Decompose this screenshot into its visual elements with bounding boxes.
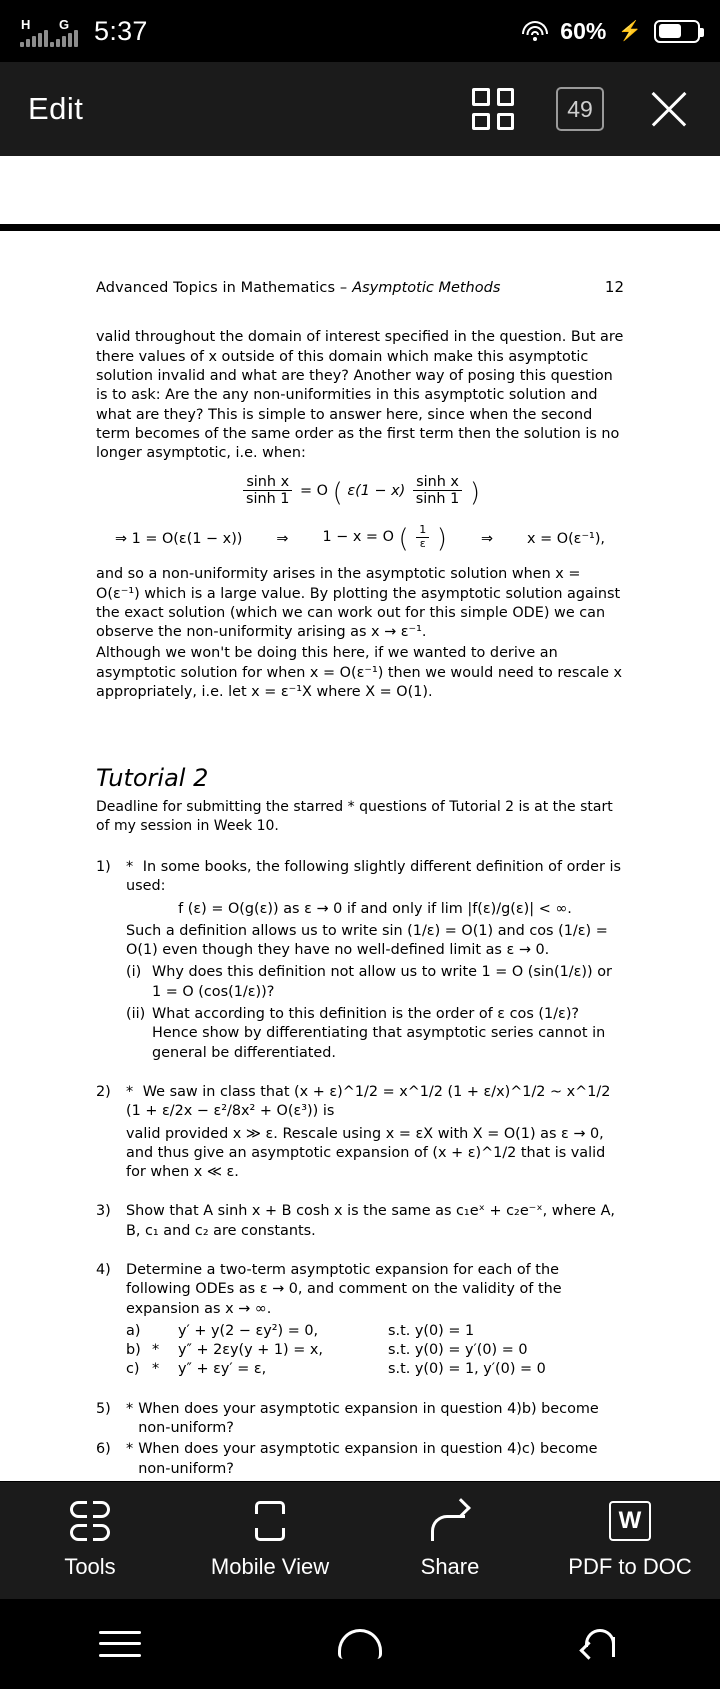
document-header: [96, 277, 624, 298]
ode-row: [126, 1341, 624, 1360]
question-item: [96, 1440, 624, 1479]
ode-star: *: [152, 1361, 160, 1378]
ode-condition: s.t. y(0) = 1: [388, 1322, 475, 1339]
equation-2-part-3: x = O(ε⁻¹),: [527, 531, 606, 548]
toolbar-item-share[interactable]: [360, 1501, 540, 1580]
ode-row: [126, 1322, 624, 1341]
question-6-text: When does your asymptotic expansion in question 4)c) become non-uniform?: [138, 1441, 598, 1477]
system-nav-bar: [0, 1599, 720, 1689]
paragraph-2: and so a non-uniformity arises in the asymptotic solution when x = O(ε⁻¹) which is a large value. By plotting the asymptotic solution against the exact solution (which we can work out for this simple ODE) we can observe the non-uniformity arising as x → ε⁻¹.: [96, 566, 621, 641]
network-type-letter-2: G: [59, 16, 70, 32]
tutorial-heading: Tutorial 2: [96, 764, 209, 793]
home-icon: [338, 1629, 382, 1659]
status-clock: 5:37: [94, 15, 148, 46]
menu-icon: [99, 1631, 141, 1657]
equation-2-part-2-left: 1 − x = O: [322, 529, 394, 546]
equation-1-open-paren: (: [332, 477, 343, 508]
tutorial-deadline: Deadline for submitting the starred * questions of Tutorial 2 is at the start of my session in Week 10.: [96, 799, 613, 835]
equation-2-open-paren: (: [398, 524, 409, 555]
battery-percent-label: 60%: [560, 17, 607, 44]
question-number: 4): [96, 1262, 111, 1278]
question-number: 2): [96, 1083, 111, 1100]
question-2-line-1: We saw in class that (x + ε)^1/2 = x^1/2 (1 + ε/x)^1/2 ~ x^1/2 (1 + ε/2x − ε²/8x² + O(ε³)) is: [126, 1083, 611, 1120]
intro-paragraph: valid throughout the domain of interest specified in the question. But are there values of x outside of this domain which make this asymptotic solution invalid and what are they? Another way of posing this question is to ask: Are the any non-uniformities in this asymptotic solution and what are they? This is simple to answer here, since when the second term becomes of the same order as the first term then the solution is no longer asymptotic, i.e. when:: [96, 329, 624, 462]
back-icon: [581, 1627, 619, 1661]
grid-view-icon[interactable]: [472, 88, 514, 130]
share-icon: [429, 1501, 471, 1541]
ode-equation: y″ + εy′ = ε,: [178, 1361, 267, 1378]
equation-2-arrow-2: ⇒: [480, 531, 494, 548]
toolbar-item-pdf-to-doc[interactable]: [540, 1501, 720, 1580]
question-body: [126, 1202, 624, 1241]
toolbar-label-mobile-view: Mobile View: [210, 1553, 330, 1579]
question-3-text: Show that A sinh x + B cosh x is the same as c₁eˣ + c₂e⁻ˣ, where A, B, c₁ and c₂ are constants.: [126, 1203, 616, 1239]
paragraph-3: Although we won't be doing this here, if we wanted to derive an asymptotic solution for when x = O(ε⁻¹) then we would need to rescale x appropriately, i.e. let x = ε⁻¹X where X = O(1).: [96, 645, 623, 700]
equation-1-lhs-fraction: [243, 474, 292, 508]
question-star: *: [126, 1400, 134, 1417]
nav-back-button[interactable]: [510, 1627, 690, 1661]
status-bar: [0, 0, 720, 62]
document-viewport[interactable]: [0, 156, 720, 1481]
ode-condition: s.t. y(0) = 1, y′(0) = 0: [388, 1361, 546, 1378]
equation-2-close-paren: ): [436, 524, 447, 555]
equation-2-fraction-denominator: ε: [419, 536, 426, 550]
question-item: [96, 1261, 624, 1380]
toolbar-label-share: Share: [420, 1553, 480, 1579]
equation-1-close-paren: ): [469, 477, 480, 508]
edit-button[interactable]: Edit: [28, 91, 84, 126]
question-star: *: [126, 1083, 134, 1100]
question-1-line-2: Such a definition allows us to write sin (1/ε) = O(1) and cos (1/ε) = O(1) even though they have no well-defined limit as ε → 0.: [126, 922, 608, 959]
question-2-line-2: valid provided x ≫ ε. Rescale using x = εX with X = O(1) as ε → 0, and thus give an asymptotic expansion of (x + ε)^1/2 that is valid for when x ≪ ε.: [126, 1125, 606, 1181]
equation-2-part-2: [322, 522, 446, 557]
question-2-line-1-wrap: [126, 1083, 624, 1122]
question-body: [126, 1083, 624, 1182]
question-item: [96, 858, 624, 1063]
equation-1-lhs-denominator: sinh 1: [246, 491, 290, 508]
toolbar-label-pdf-to-doc: PDF to DOC: [568, 1553, 692, 1579]
word-doc-icon: W: [609, 1501, 651, 1541]
question-1-equation: f (ε) = O(g(ε)) as ε → 0 if and only if lim |f(ε)/g(ε)| < ∞.: [178, 900, 572, 917]
question-1-sub-ii: [126, 1005, 624, 1063]
question-1-line-1: In some books, the following slightly different definition of order is used:: [126, 858, 622, 895]
question-list: [96, 858, 624, 1479]
question-1-sub-i-label: (i): [126, 964, 142, 981]
question-1-sub-i: [126, 963, 624, 1002]
question-5-text: When does your asymptotic expansion in question 4)b) become non-uniform?: [138, 1400, 599, 1437]
question-item: [96, 1083, 624, 1182]
ode-equation: y″ + 2εy(y + 1) = x,: [178, 1342, 323, 1359]
equation-2-fraction-numerator: 1: [416, 524, 429, 538]
app-top-bar: [0, 62, 720, 156]
wifi-icon: [522, 21, 548, 41]
nav-recents-button[interactable]: [30, 1631, 210, 1657]
document-page: [0, 231, 720, 1481]
equation-1-rhs-fraction: [413, 474, 462, 508]
ode-row: [126, 1360, 624, 1379]
question-body: [126, 1261, 624, 1380]
mobile-view-icon: [255, 1501, 285, 1541]
toolbar-item-mobile-view[interactable]: [180, 1501, 360, 1580]
question-star: *: [126, 1441, 134, 1458]
equation-1-lhs-numerator: sinh x: [243, 474, 292, 492]
ode-star: *: [152, 1342, 160, 1359]
question-number: 5): [96, 1400, 111, 1417]
equation-2: [96, 522, 624, 557]
signal-icons: [20, 16, 78, 47]
ode-label: b): [126, 1342, 141, 1359]
question-number: 3): [96, 1203, 111, 1220]
status-bar-left: [20, 16, 148, 47]
question-star: *: [126, 858, 134, 875]
question-body: [126, 858, 624, 1063]
question-number: 1): [96, 858, 111, 875]
header-page-number: 12: [604, 278, 624, 296]
close-icon[interactable]: [646, 86, 692, 132]
ode-label: c): [126, 1361, 140, 1378]
question-item: [96, 1400, 624, 1439]
equation-2-fraction: [416, 524, 429, 550]
document-top-gap: [0, 156, 720, 224]
toolbar-label-tools: Tools: [64, 1553, 116, 1579]
document-divider: [0, 224, 720, 231]
ode-label: a): [126, 1322, 141, 1339]
ode-equation: y′ + y(2 − εy²) = 0,: [178, 1322, 319, 1339]
app-bar-actions: [472, 86, 692, 132]
toolbar-item-tools[interactable]: [0, 1501, 180, 1580]
battery-icon: [654, 20, 700, 43]
question-1-line-1-wrap: [126, 858, 624, 897]
equation-2-arrow-1: ⇒: [276, 531, 289, 548]
charging-bolt-icon: ⚡: [618, 21, 642, 42]
header-title: Advanced Topics in Mathematics –: [96, 280, 348, 296]
question-number: 6): [96, 1441, 111, 1458]
tools-icon: [70, 1501, 110, 1541]
equation-2-part-1: ⇒ 1 = O(ε(1 − x)): [114, 531, 243, 548]
status-bar-right: [522, 18, 700, 45]
equation-1-rhs-factor: ε(1 − x): [347, 482, 406, 499]
ode-star: [152, 1322, 178, 1341]
equation-1-equals: = O: [300, 482, 329, 499]
question-4-text: Determine a two-term asymptotic expansion for each of the following ODEs as ε → 0, and comment on the validity of the expansion as x → ∞.: [126, 1262, 562, 1317]
ode-condition: s.t. y(0) = y′(0) = 0: [388, 1342, 528, 1359]
network-type-letter-1: H: [21, 16, 31, 32]
bottom-toolbar: [0, 1481, 720, 1599]
question-1-sub-i-text: Why does this definition not allow us to write 1 = O (sin(1/ε)) or 1 = O (cos(1/ε))?: [152, 964, 612, 1000]
question-1-sub-ii-label: (ii): [126, 1006, 146, 1023]
nav-home-button[interactable]: [270, 1629, 450, 1659]
equation-1: [96, 474, 624, 511]
question-item: [96, 1202, 624, 1241]
equation-1-rhs-numerator: sinh x: [413, 474, 462, 492]
equation-1-rhs-denominator: sinh 1: [415, 491, 460, 508]
page-count-badge[interactable]: 49: [556, 87, 604, 131]
header-title-italic: Asymptotic Methods: [352, 280, 501, 296]
question-1-sub-ii-text: What according to this definition is the order of ε cos (1/ε)? Hence show by differentiating that asymptotic series cannot in general be differentiated.: [152, 1006, 606, 1061]
